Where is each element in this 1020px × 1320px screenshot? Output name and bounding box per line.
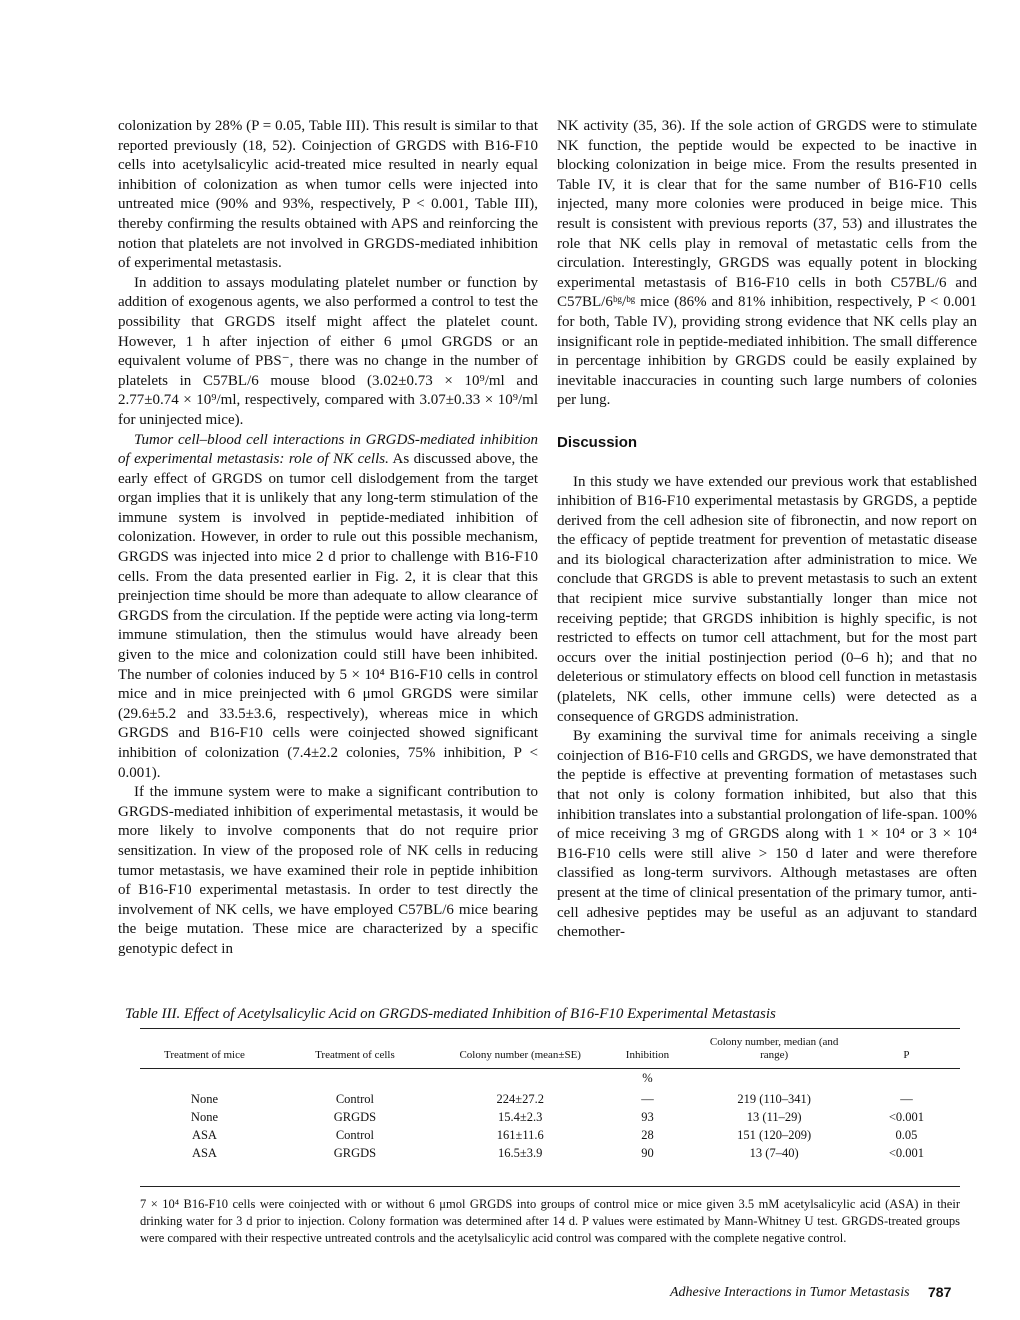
table-cell: 13 (7–40) <box>749 1146 799 1160</box>
data-table <box>140 1031 960 1162</box>
paragraph: In addition to assays modulating platelet number or function by addition of exogenous agents, we also performed a control to test the possibility that GRGDS itself might affect the platelet count. However, 1 h after injection of either 6 μmol GRGDS or an equivalent volume of PBS⁻, there was no change in the number of platelets in C57BL/6 mouse blood (3.02±0.73 × 10⁹/ml and 2.77±0.74 × 10⁹/ml, respectively, compared with 3.07±0.33 × 10⁹/ml for uninjected mice). <box>118 274 538 428</box>
table-header: P <box>903 1049 910 1061</box>
section-subheading: Tumor cell–blood cell interactions in GRGDS-mediated inhibition of experimental metastasis: role of NK cells. <box>118 431 538 468</box>
page-number: 787 <box>928 1284 952 1300</box>
table-row <box>140 1144 960 1162</box>
table-cell: <0.001 <box>888 1110 925 1124</box>
section-heading: Discussion <box>557 433 638 451</box>
table-cell: — <box>900 1092 913 1106</box>
paragraph: If the immune system were to make a significant contribution to GRGDS-mediated inhibition of experimental metastasis, it would be more likely to involve components that do not require prior sensitization. In view of the proposed role of NK cells in reducing tumor metastasis, we have examined their role in peptide inhibition of B16-F10 experimental metastasis. In order to test directly the involvement of NK cells, we have employed C57BL/6 mice bearing the beige mutation. These mice are characterized by a specific genotypic defect in <box>118 784 538 957</box>
running-title: Adhesive Interactions in Tumor Metastasis <box>670 1285 910 1300</box>
table-cell <box>695 1066 852 1090</box>
table-cell <box>269 1066 441 1090</box>
paragraph-text: As discussed above, the early effect of GRGDS on tumor cell dislodgement from the target organ implies that it is unlikely that any long-term stimulation of the immune system is involved in peptide-mediated inhibition of colonization. However, in order to rule out this possible mechanism, GRGDS was injected into mice 2 d prior to challenge with B16-F10 cells. From the data presented earlier in Fig. 2, it is clear that this preinjection time should be more than adequate to allow clearance of GRGDS from the circulation. If the peptide were acting via long-term immune stimulation, then the stimulus would have already been given to the mice and colonization could still have been inhibited. The number of colonies induced by 5 × 10⁴ B16-F10 cells in control mice and in mice preinjected with 6 μmol GRGDS were similar (29.6±5.2 and 33.5±3.6, respectively), whereas mice in which GRGDS and B16-F10 cells were coinjected showed significant inhibition of colonization (7.4±2.2 colonies, 75% inhibition, P < 0.001). <box>118 451 538 781</box>
table-caption: Table III. Effect of Acetylsalicylic Acid on GRGDS-mediated Inhibition of B16-F10 Experimental Metastasis <box>125 1006 776 1022</box>
table-cell: 90 <box>641 1146 654 1160</box>
table-cell: None <box>190 1110 218 1124</box>
table-cell: 13 (11–29) <box>746 1110 802 1124</box>
table-cell: GRGDS <box>333 1110 377 1124</box>
table-cell: 161±11.6 <box>496 1128 544 1142</box>
table-cell: 219 (110–341) <box>737 1092 811 1106</box>
paragraph: NK activity (35, 36). If the sole action of GRGDS were to stimulate NK function, the peptide would be expected to be inactive in blocking colonization in beige mice. From the results presented in Table IV, it is clear that for the same number of B16-F10 cells injected, many more colonies were produced in beige mice. This result is consistent with previous reports (37, 53) and illustrates the role that NK cells play in removal of metastatic cells from the circulation. Interestingly, GRGDS was equally potent in blocking experimental metastasis of B16-F10 cells in both C57BL/6 and C57BL/6ᵇᵍ/ᵇᵍ mice (86% and 81% inhibition, respectively, P < 0.001 for both, Table IV), providing strong evidence that NK cells play an insignificant role in peptide-mediated inhibition. The small difference in percentage inhibition by GRGDS could be easily explained by inevitable inaccuracies in counting such large numbers of colonies per lung. <box>557 118 977 409</box>
table-cell: 28 <box>641 1128 654 1142</box>
table-footnote: 7 × 10⁴ B16-F10 cells were coinjected with or without 6 μmol GRGDS into groups of control mice or mice given 3.5 mM acetylsalicylic acid (ASA) in their drinking water for 3 d prior to injection. Colony formation was determined after 14 d. P values were estimated by Mann-Whitney U test. GRGDS-treated groups were compared with their respective untreated controls and the acetylsalicylic acid control was compared with the complete negative control. <box>140 1197 960 1245</box>
table-cell: — <box>641 1092 654 1106</box>
table-header: Colony number (mean±SE) <box>459 1049 581 1061</box>
table-row <box>140 1090 960 1108</box>
table-header-row <box>140 1031 960 1066</box>
table-cell: 15.4±2.3 <box>498 1110 543 1124</box>
table-cell: Control <box>335 1092 375 1106</box>
table-cell: 16.5±3.9 <box>498 1146 543 1160</box>
table-cell: None <box>190 1092 218 1106</box>
table-row <box>140 1126 960 1144</box>
table-cell: Control <box>335 1128 375 1142</box>
paragraph <box>118 431 538 784</box>
table-header: Treatment of mice <box>164 1049 245 1061</box>
table-cell: 93 <box>641 1110 654 1124</box>
table-bottom-rule <box>140 1186 960 1187</box>
paragraph: colonization by 28% (P = 0.05, Table III). This result is similar to that reported previously (18, 52). Coinjection of GRGDS with B16-F10 cells into acetylsalicylic acid-treated mice resulted in nearly equal inhibition of colonization as when tumor cells were injected into untreated mice (90% and 93%, respectively, P < 0.001, Table III), thereby confirming the results obtained with APS and reinforcing the notion that platelets are not involved in GRGDS-mediated inhibition of experimental metastasis. <box>118 118 538 272</box>
table-unit-row <box>140 1066 960 1090</box>
left-column <box>118 117 538 960</box>
paragraph: In this study we have extended our previous work that established inhibition of B16-F10 experimental metastasis by GRGDS, a peptide derived from the cell adhesion site of fibronectin, and now report on the efficacy of peptide treatment for prevention of metastatic disease and its biological characterization after administration to mice. We conclude that GRGDS is able to prevent metastasis to such an extent that recipient mice survive substantially longer than mice not receiving peptide; that GRGDS inhibition is highly specific, is not restricted to effects on tumor cell attachment, but for the most part occurs over the initial postinjection period (0–6 h); and that no deleterious or stimulatory effects on blood cell function in metastasis (platelets, NK cells, other immune cells) were detected as a consequence of GRGDS administration. <box>557 473 977 725</box>
table-top-rule <box>140 1028 960 1029</box>
table-cell: 0.05 <box>895 1128 918 1142</box>
table-cell <box>140 1066 269 1090</box>
table-cell: GRGDS <box>333 1146 377 1160</box>
paragraph: By examining the survival time for animals receiving a single coinjection of B16-F10 cells and GRGDS, we have demonstrated that the peptide is effective at preventing formation of metastases such that not only is colony formation inhibited, but also that this inhibition translates into a substantial prolongation of life-span. 100% of mice receiving 3 mg of GRGDS along with 1 × 10⁴ or 3 × 10⁴ B16-F10 cells were still alive > 150 d later and were therefore classified as long-term survivors. Although metastases are often present at the time of clinical presentation of the primary tumor, anti-cell adhesive peptides may be useful as an adjuvant to standard chemother- <box>557 728 977 941</box>
table-row <box>140 1108 960 1126</box>
right-column <box>557 117 977 943</box>
table-header: Inhibition <box>625 1049 670 1061</box>
table-cell: 224±27.2 <box>496 1092 544 1106</box>
table-cell: <0.001 <box>888 1146 925 1160</box>
table-cell: ASA <box>191 1128 217 1142</box>
table-header: Treatment of cells <box>315 1049 395 1061</box>
table-cell <box>441 1066 600 1090</box>
table-cell <box>853 1066 960 1090</box>
table-cell: 151 (120–209) <box>737 1128 812 1142</box>
table-cell: % <box>642 1071 653 1085</box>
table-header: Colony number, median (and range) <box>709 1036 839 1061</box>
table-cell: ASA <box>191 1146 217 1160</box>
